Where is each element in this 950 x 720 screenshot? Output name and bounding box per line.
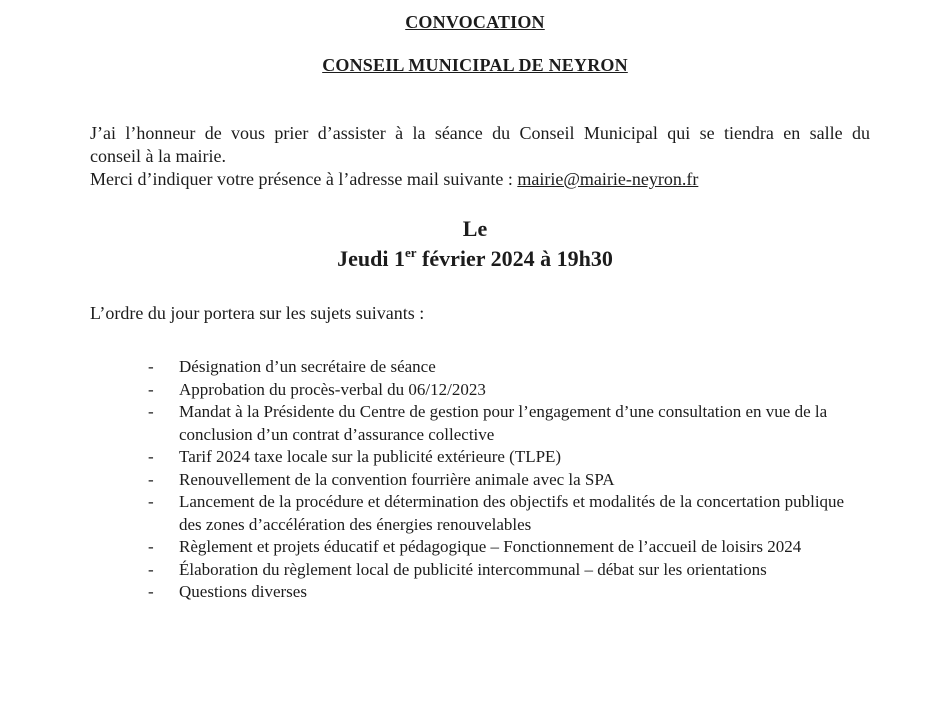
agenda-item bbox=[148, 581, 868, 604]
intro-paragraph bbox=[90, 122, 870, 191]
presence-request bbox=[90, 168, 870, 191]
agenda-bullet-dash: - bbox=[148, 492, 154, 511]
presence-text: Merci d’indiquer votre présence à l’adresse mail suivante : bbox=[90, 169, 518, 189]
agenda-item-text: Approbation du procès-verbal du 06/12/2023 bbox=[179, 379, 486, 399]
agenda-item bbox=[148, 469, 868, 492]
agenda-item-text: Tarif 2024 taxe locale sur la publicité extérieure (TLPE) bbox=[179, 447, 562, 466]
agenda-bullet-dash: - bbox=[148, 447, 154, 466]
agenda-item bbox=[148, 379, 868, 402]
agenda-item-text: Règlement et projets éducatif et pédagogique – Fonctionnement de l’accueil de loisirs 2024 bbox=[179, 537, 802, 556]
agenda-item bbox=[148, 356, 868, 379]
meeting-date bbox=[0, 244, 950, 274]
meeting-date-block bbox=[0, 214, 950, 274]
agenda-item bbox=[148, 401, 868, 446]
intro-line-1: J’ai l’honneur de vous prier d’assister à la séance du Conseil Municipal qui se tiendra en salle du bbox=[90, 123, 870, 143]
document-subtitle: CONSEIL MUNICIPAL DE NEYRON bbox=[322, 55, 628, 75]
meeting-date-rest: février 2024 à 19h30 bbox=[416, 246, 613, 271]
date-le-label: Le bbox=[462, 216, 488, 241]
intro-line-2: conseil à la mairie. bbox=[90, 146, 226, 166]
agenda-item-text: Mandat à la Présidente du Centre de gestion pour l’engagement d’une consultation en vue de la conclusion d’un contrat d’assurance collective bbox=[179, 402, 828, 444]
agenda-item bbox=[148, 491, 868, 536]
agenda-bullet-dash: - bbox=[148, 379, 154, 399]
document-title: CONVOCATION bbox=[405, 12, 545, 32]
email-link[interactable]: mairie@mairie-neyron.fr bbox=[517, 169, 699, 189]
agenda-bullet-dash: - bbox=[148, 559, 154, 579]
agenda-item bbox=[148, 446, 868, 469]
agenda-bullet-dash: - bbox=[148, 357, 154, 376]
agenda-item-text: Élaboration du règlement local de publicité intercommunal – débat sur les orientations bbox=[179, 559, 767, 579]
agenda-intro: L’ordre du jour portera sur les sujets suivants : bbox=[90, 303, 425, 323]
agenda-item bbox=[148, 536, 868, 559]
agenda-bullet-dash: - bbox=[148, 582, 154, 601]
meeting-day-superscript: er bbox=[404, 245, 417, 260]
agenda-item-text: Lancement de la procédure et détermination des objectifs et modalités de la concertation publique des zones d’accélération des énergies renouvelables bbox=[179, 492, 845, 534]
meeting-day: Jeudi 1 bbox=[337, 246, 405, 271]
agenda-list bbox=[148, 356, 868, 604]
agenda-bullet-dash: - bbox=[148, 402, 154, 421]
agenda-item-text: Désignation d’un secrétaire de séance bbox=[179, 357, 436, 376]
agenda-item-text: Questions diverses bbox=[179, 582, 307, 601]
agenda-item bbox=[148, 559, 868, 582]
agenda-bullet-dash: - bbox=[148, 469, 154, 489]
agenda-bullet-dash: - bbox=[148, 537, 154, 556]
agenda-item-text: Renouvellement de la convention fourrière animale avec la SPA bbox=[179, 469, 615, 489]
